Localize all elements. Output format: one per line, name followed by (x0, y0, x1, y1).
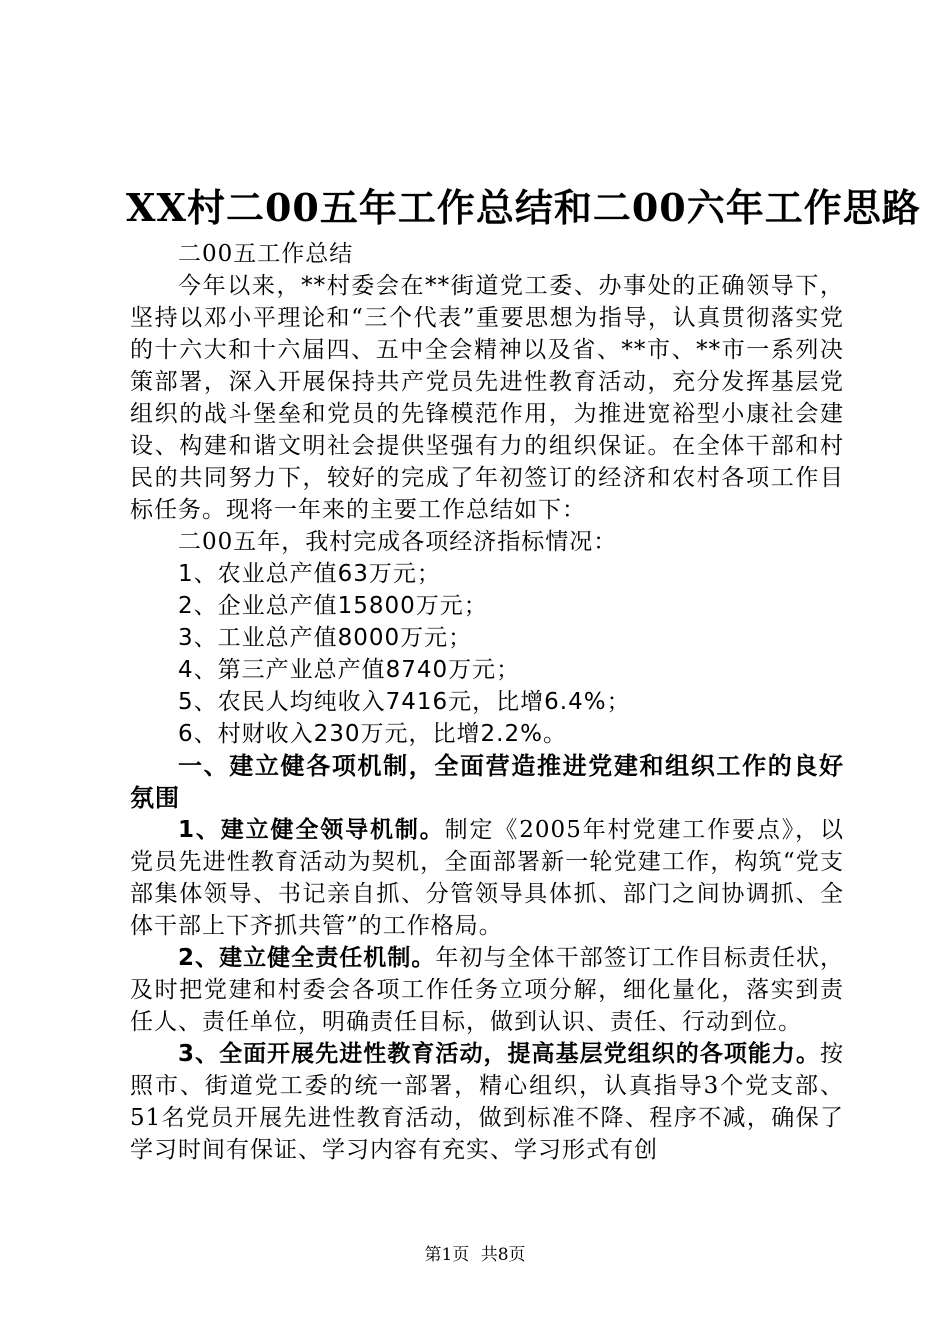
paragraph-text: 制定《2005年村党建工作要点》，以党员先进性教育活动为契机，全面部署新一轮党建工作，构筑“党支部集体领导、书记亲自抓、分管领导具体抓、部门之间协调抓、全体干部上下齐抓共管”的工作格局。 (130, 817, 844, 939)
paragraph (130, 1038, 844, 1166)
page-total: 共8页 (480, 1245, 526, 1265)
indicator-item: 3、工业总产值8000万元； (178, 625, 473, 651)
paragraph (130, 814, 844, 942)
indicator-item: 6、村财收入230万元，比增2.2%。 (178, 721, 567, 747)
paragraph (130, 942, 844, 1038)
paragraph-text: 年初与全体干部签订工作目标责任状，及时把党建和村委会各项工作任务立项分解，细化量化，落实到责任人、责任单位，明确责任目标，做到认识、责任、行动到位。 (130, 945, 844, 1035)
heading-1: 一、建立健各项机制，全面营造推进党建和组织工作的良好氛围 (130, 752, 844, 812)
paragraph-lead: 1、建立健全领导机制。 (178, 817, 445, 843)
document-body (130, 238, 844, 1166)
indicator-item: 5、农民人均纯收入7416元，比增6.4%； (178, 689, 631, 715)
section-heading: 二00五工作总结 (178, 241, 354, 267)
indicator-item: 4、第三产业总产值8740万元； (178, 657, 521, 683)
indicator-item: 2、企业总产值15800万元； (178, 593, 488, 619)
paragraph-text: 按照市、街道党工委的统一部署，精心组织，认真指导3个党支部、51名党员开展先进性教育活动，做到标准不降、程序不减，确保了学习时间有保证、学习内容有充实、学习形式有创 (130, 1041, 844, 1163)
page-footer (0, 1240, 950, 1265)
paragraph-lead: 3、全面开展先进性教育活动，提高基层党组织的各项能力。 (178, 1041, 820, 1067)
intro-paragraph: 今年以来，**村委会在**街道党工委、办事处的正确领导下，坚持以邓小平理论和“三个代表”重要思想为指导，认真贯彻落实党的十六大和十六届四、五中全会精神以及省、**市、**市一系列决策部署，深入开展保持共产党员先进性教育活动，充分发挥基层党组织的战斗堡垒和党员的先锋模范作用，为推进宽裕型小康社会建设、构建和谐文明社会提供坚强有力的组织保证。在全体干部和村民的共同努力下，较好的完成了年初签订的经济和农村各项工作目标任务。现将一年来的主要工作总结如下： (130, 273, 844, 523)
indicator-item: 1、农业总产值63万元； (178, 561, 441, 587)
document-title: XX村二00五年工作总结和二00六年工作思路 (126, 185, 921, 230)
indicators-intro: 二00五年，我村完成各项经济指标情况： (178, 529, 618, 555)
page-number: 第1页 (424, 1245, 470, 1265)
paragraph-lead: 2、建立健全责任机制。 (178, 945, 436, 971)
